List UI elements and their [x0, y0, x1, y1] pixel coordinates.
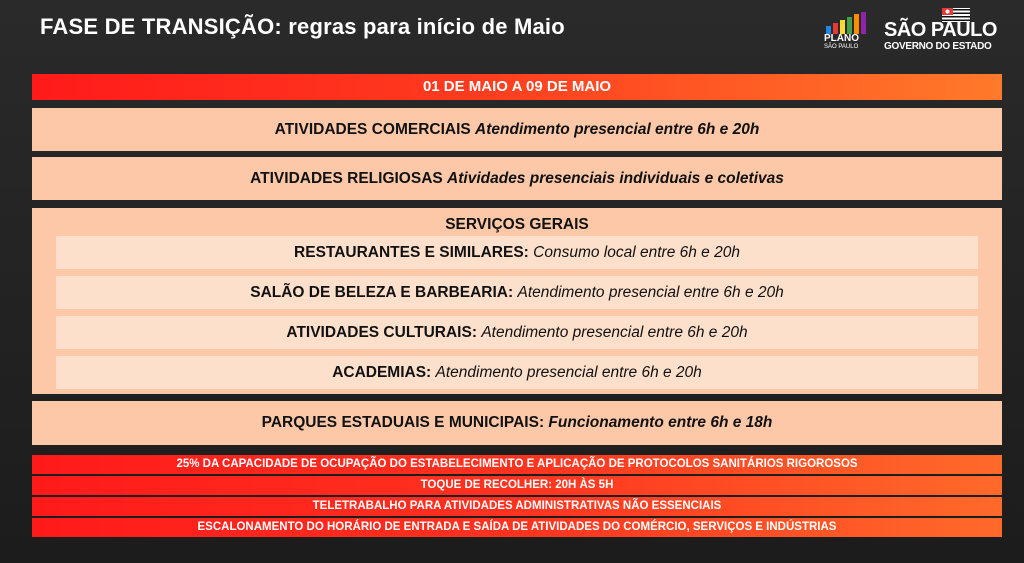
note-capacidade: 25% DA CAPACIDADE DE OCUPAÇÃO DO ESTABELECIMENTO E APLICAÇÃO DE PROTOCOLOS SANITÁRIOS RIGOROSOS: [32, 455, 1002, 474]
rule-detail: Funcionamento entre 6h e 18h: [548, 414, 773, 431]
rule-atividades-comerciais: [32, 108, 1002, 151]
rule-atividades-religiosas: [32, 157, 1002, 200]
rule-label: ATIVIDADES COMERCIAIS: [274, 121, 471, 138]
rule-academias: [56, 356, 978, 389]
rule-detail: Consumo local entre 6h e 20h: [533, 244, 740, 261]
plano-bars-icon: [826, 12, 868, 34]
governo-sp-logo: [882, 8, 1012, 56]
rule-label: SALÃO DE BELEZA E BARBEARIA:: [250, 284, 514, 301]
rule-restaurantes: [56, 236, 978, 269]
note-escalonamento: ESCALONAMENTO DO HORÁRIO DE ENTRADA E SAÍDA DE ATIVIDADES DO COMÉRCIO, SERVIÇOS E INDÚSTRIAS: [32, 518, 1002, 537]
section-title: SERVIÇOS GERAIS: [445, 216, 589, 233]
sp-logo-text: SÃO PAULO: [884, 19, 997, 41]
sp-logo-subtext: GOVERNO DO ESTADO: [884, 41, 992, 52]
plano-logo-text: PLANO: [824, 33, 859, 44]
note-teletrabalho: TELETRABALHO PARA ATIVIDADES ADMINISTRATIVAS NÃO ESSENCIAIS: [32, 497, 1002, 516]
period-banner: 01 DE MAIO A 09 DE MAIO: [32, 74, 1002, 100]
rule-label: RESTAURANTES E SIMILARES:: [294, 244, 529, 261]
rule-label: PARQUES ESTADUAIS E MUNICIPAIS:: [261, 414, 545, 431]
plano-logo-subtext: SÃO PAULO: [824, 44, 859, 50]
rule-label: ATIVIDADES CULTURAIS:: [286, 324, 477, 341]
rule-salao-beleza: [56, 276, 978, 309]
rule-detail: Atendimento presencial entre 6h e 20h: [475, 121, 760, 138]
rule-label: ATIVIDADES RELIGIOSAS: [250, 170, 443, 187]
rule-detail: Atendimento presencial entre 6h e 20h: [481, 324, 748, 341]
page-title: FASE DE TRANSIÇÃO: regras para início de Maio: [40, 14, 565, 39]
rule-detail: Atividades presenciais individuais e coletivas: [447, 170, 784, 187]
rule-atividades-culturais: [56, 316, 978, 349]
plano-sao-paulo-logo: [822, 12, 872, 54]
rule-detail: Atendimento presencial entre 6h e 20h: [435, 364, 702, 381]
rule-detail: Atendimento presencial entre 6h e 20h: [517, 284, 784, 301]
note-toque-recolher: TOQUE DE RECOLHER: 20H ÀS 5H: [32, 476, 1002, 495]
rule-label: ACADEMIAS:: [332, 364, 432, 381]
rule-parques: [32, 401, 1002, 445]
